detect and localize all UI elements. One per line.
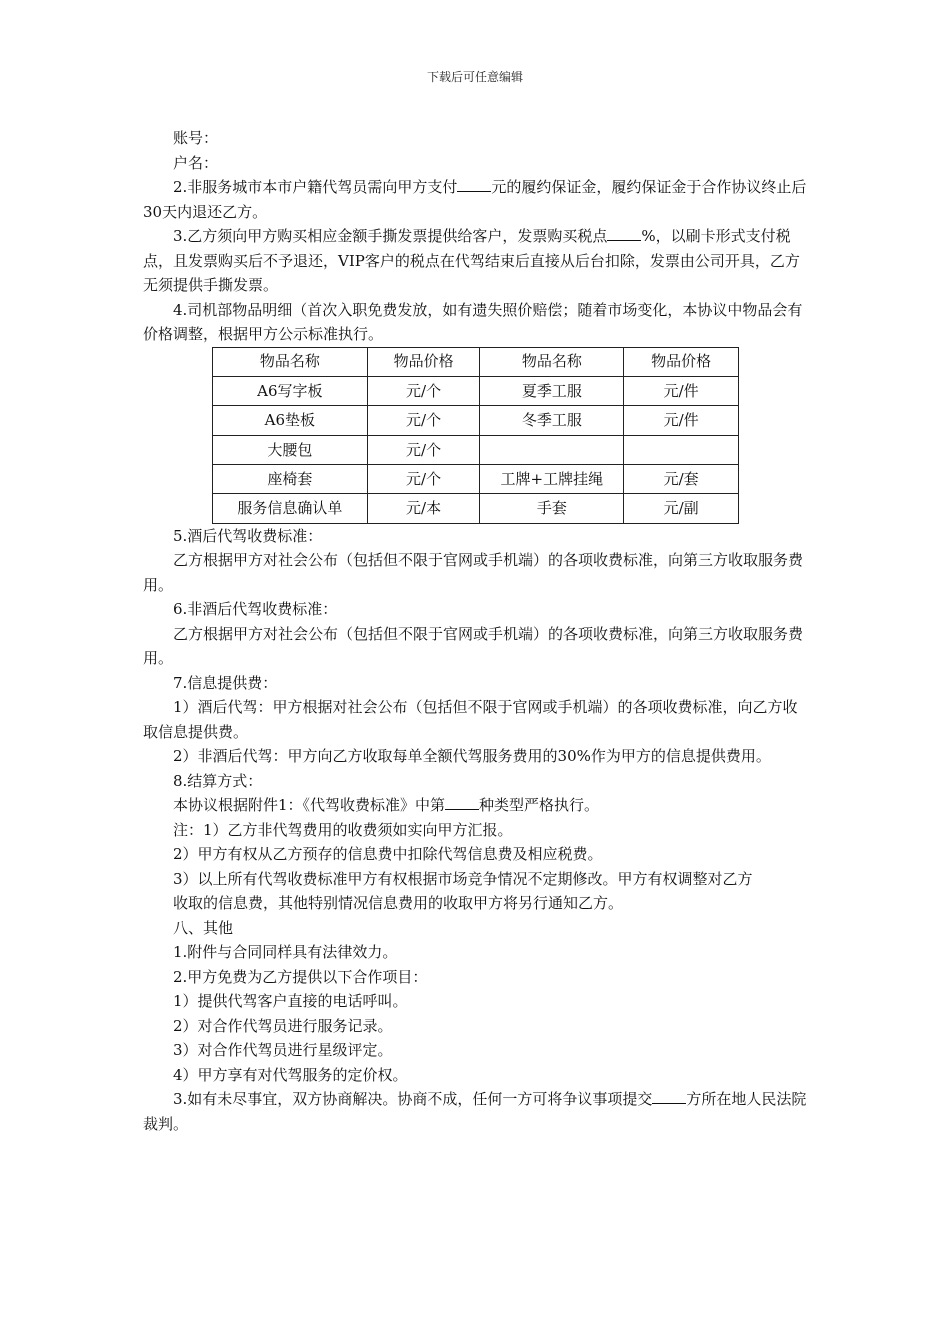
clause-6-body: 乙方根据甲方对社会公布（包括但不限于官网或手机端）的各项收费标准，向第三方收取服务费用。 xyxy=(143,624,804,668)
blank-underline xyxy=(652,1089,686,1104)
other-item-2-sub-2: 2）对合作代驾员进行服务记录。 xyxy=(173,1016,393,1035)
table-row xyxy=(213,465,739,494)
other-item-2-sub-4: 4）甲方享有对代驾服务的定价权。 xyxy=(173,1065,408,1084)
table-cell: 工牌+工牌挂绳 xyxy=(480,465,624,494)
table-row xyxy=(213,376,739,405)
table-header-cell: 物品价格 xyxy=(367,347,480,376)
table-cell: 服务信息确认单 xyxy=(213,494,368,523)
clause-8-text-b: 种类型严格执行。 xyxy=(479,796,600,815)
clause-8-text-a: 本协议根据附件1：《代驾收费标准》中第 xyxy=(173,796,446,815)
table-cell: 元/副 xyxy=(624,494,739,523)
table-row xyxy=(213,406,739,435)
table-cell: 大腰包 xyxy=(213,435,368,464)
clause-8: 8.结算方式： xyxy=(173,771,263,790)
clause-2 xyxy=(143,175,807,224)
table-cell: 元/件 xyxy=(624,376,739,405)
other-item-3-text-a: 3.如有未尽事宜，双方协商解决。协商不成，任何一方可将争议事项提交 xyxy=(173,1090,653,1109)
clause-5: 5.酒后代驾收费标准： xyxy=(173,526,323,545)
clause-7-item-2: 2）非酒后代驾：甲方向乙方收取每单全额代驾服务费用的30%作为甲方的信息提供费用。 xyxy=(173,747,771,766)
table-header-cell: 物品名称 xyxy=(213,347,368,376)
other-item-3 xyxy=(143,1087,807,1136)
clause-8-note-2: 2）甲方有权从乙方预存的信息费中扣除代驾信息费及相应税费。 xyxy=(173,845,603,864)
clause-8-note-1: 注：1）乙方非代驾费用的收费须如实向甲方汇报。 xyxy=(173,820,513,839)
table-cell: 夏季工服 xyxy=(480,376,624,405)
section-heading-other: 八、其他 xyxy=(173,918,234,937)
table-cell: 元/件 xyxy=(624,406,739,435)
clause-3 xyxy=(143,224,807,298)
blank-underline xyxy=(445,795,479,810)
table-cell: 元/套 xyxy=(624,465,739,494)
clause-7-item-1: 1）酒后代驾：甲方根据对社会公布（包括但不限于官网或手机端）的各项收费标准，向乙方收取信息提供费。 xyxy=(143,698,798,741)
clause-8-body xyxy=(143,793,807,818)
clause-3-text-a: 3.乙方须向甲方购买相应金额手撕发票提供给客户，发票购买税点 xyxy=(173,227,608,245)
clause-6: 6.非酒后代驾收费标准： xyxy=(173,600,338,619)
table-header-cell: 物品名称 xyxy=(480,347,624,376)
clause-2-text-a: 2.非服务城市本市户籍代驾员需向甲方支付 xyxy=(173,178,458,196)
table-header-cell: 物品价格 xyxy=(624,347,739,376)
table-cell: 元/本 xyxy=(367,494,480,523)
clause-3-text-b: %，以刷卡形式支付税点，且发票购买后不予退还，VIP客户的税点在代驾结束后直接从后台扣除，发票由公司开具，乙方无须提供手撕发票。 xyxy=(143,227,800,294)
table-cell: 手套 xyxy=(480,494,624,523)
other-item-2: 2.甲方免费为乙方提供以下合作项目： xyxy=(173,967,428,986)
clause-4: 4.司机部物品明细（首次入职免费发放，如有遗失照价赔偿；随着市场变化，本协议中物品会有价格调整，根据甲方公示标准执行。 xyxy=(143,300,803,343)
clause-2-text-b: 元的履约保证金，履约保证金于合作协议终止后30天内退还乙方。 xyxy=(143,178,807,221)
name-line: 户名： xyxy=(173,153,219,172)
clause-5-body: 乙方根据甲方对社会公布（包括但不限于官网或手机端）的各项收费标准，向第三方收取服务费用。 xyxy=(143,551,804,594)
table-cell: A6垫板 xyxy=(213,406,368,435)
table-cell: 座椅套 xyxy=(213,465,368,494)
clause-8-note-3-cont: 收取的信息费，其他特别情况信息费用的收取甲方将另行通知乙方。 xyxy=(173,894,624,913)
page-header: 下载后可任意编辑 xyxy=(426,70,523,84)
table-cell xyxy=(480,435,624,464)
other-item-2-sub-3: 3）对合作代驾员进行星级评定。 xyxy=(173,1041,393,1060)
account-line: 账号： xyxy=(173,129,219,147)
blank-underline xyxy=(607,226,641,241)
other-item-3-text-b: 方所在地人民法院裁判。 xyxy=(143,1090,807,1133)
document-body xyxy=(143,126,807,1136)
items-table xyxy=(212,347,739,524)
table-cell: 元/个 xyxy=(367,435,480,464)
table-cell: 冬季工服 xyxy=(480,406,624,435)
clause-8-note-3: 3）以上所有代驾收费标准甲方有权根据市场竞争情况不定期修改。甲方有权调整对乙方 xyxy=(173,869,753,888)
table-cell: A6写字板 xyxy=(213,376,368,405)
table-cell: 元/个 xyxy=(367,376,480,405)
blank-underline xyxy=(457,177,491,192)
table-header-row xyxy=(213,347,739,376)
table-cell xyxy=(624,435,739,464)
table-row xyxy=(213,435,739,464)
clause-7: 7.信息提供费： xyxy=(173,673,278,692)
other-item-2-sub-1: 1）提供代驾客户直接的电话呼叫。 xyxy=(173,992,408,1011)
other-item-1: 1.附件与合同同样具有法律效力。 xyxy=(173,943,398,962)
table-row xyxy=(213,494,739,523)
table-cell: 元/个 xyxy=(367,465,480,494)
table-cell: 元/个 xyxy=(367,406,480,435)
